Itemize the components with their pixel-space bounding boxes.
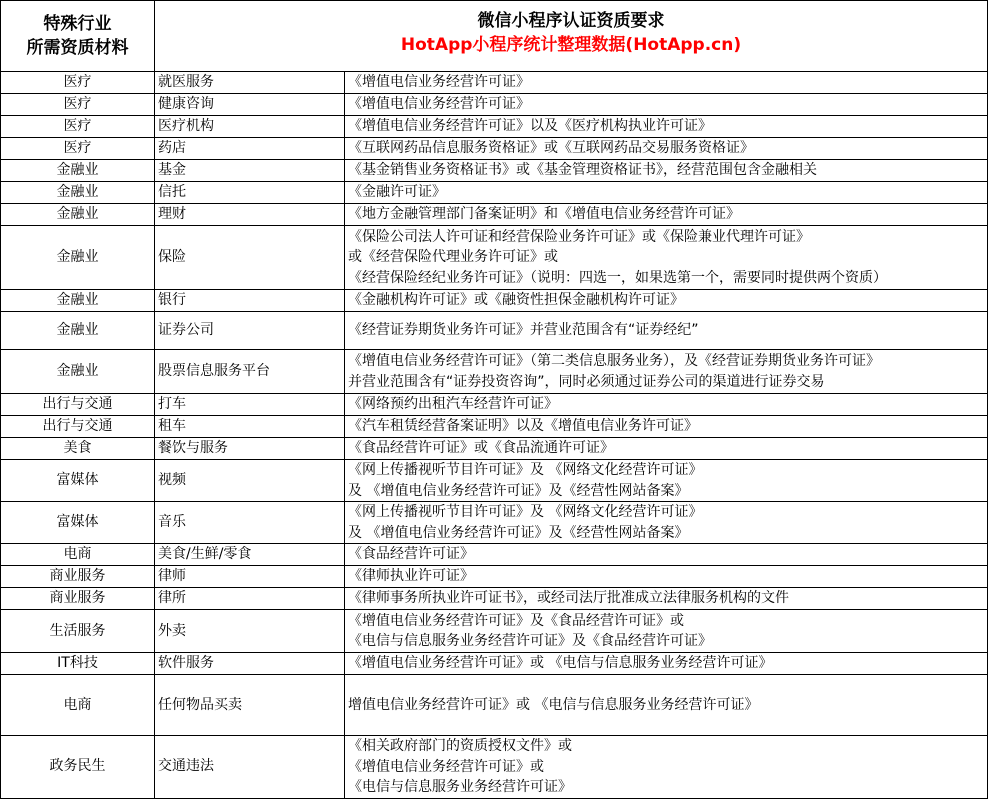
table-row xyxy=(1,160,988,182)
requirement-cell xyxy=(345,72,988,94)
industry-cell: 医疗 xyxy=(1,138,155,160)
category-cell: 健康咨询 xyxy=(155,94,345,116)
table-body xyxy=(1,1,988,799)
page-subtitle: HotApp小程序统计整理数据(HotApp.cn) xyxy=(400,35,742,55)
category-cell: 视频 xyxy=(155,460,345,502)
table-row xyxy=(1,290,988,312)
category-cell: 理财 xyxy=(155,204,345,226)
table-row xyxy=(1,502,988,544)
category-cell: 租车 xyxy=(155,416,345,438)
industry-cell: 电商 xyxy=(1,675,155,736)
table-row xyxy=(1,138,988,160)
industry-cell: 金融业 xyxy=(1,290,155,312)
header-title-cell xyxy=(155,1,988,72)
table-row xyxy=(1,566,988,588)
requirement-line: 增值电信业务经营许可证》或 《电信与信息服务业务经营许可证》 xyxy=(348,696,759,713)
requirement-cell xyxy=(345,226,988,290)
category-cell: 股票信息服务平台 xyxy=(155,350,345,394)
table-row xyxy=(1,416,988,438)
category-cell: 交通违法 xyxy=(155,736,345,799)
industry-cell: 生活服务 xyxy=(1,610,155,653)
requirement-line: 《电信与信息服务业务经营许可证》 xyxy=(348,779,572,795)
requirement-line: 及 《增值电信业务经营许可证》及《经营性网站备案》 xyxy=(348,482,689,499)
table-row xyxy=(1,653,988,675)
requirement-line: 《相关政府部门的资质授权文件》或 xyxy=(348,738,572,754)
table-row xyxy=(1,544,988,566)
category-cell: 保险 xyxy=(155,226,345,290)
table-row xyxy=(1,394,988,416)
table-row xyxy=(1,588,988,610)
requirement-line: 《律师执业许可证》 xyxy=(348,568,474,585)
table-row xyxy=(1,116,988,138)
header-row xyxy=(1,1,988,72)
requirement-line: 《网上传播视听节目许可证》及 《网络文化经营许可证》 xyxy=(348,462,703,478)
category-cell: 任何物品买卖 xyxy=(155,675,345,736)
requirement-cell xyxy=(345,116,988,138)
header-industry-cell xyxy=(1,1,155,72)
requirement-line: 《经营证券期货业务许可证》并营业范围含有“证券经纪” xyxy=(348,322,699,339)
category-cell: 就医服务 xyxy=(155,72,345,94)
requirement-cell xyxy=(345,438,988,460)
table-row xyxy=(1,610,988,653)
requirement-cell xyxy=(345,394,988,416)
requirement-line: 《增值电信业务经营许可证》或 《电信与信息服务业务经营许可证》 xyxy=(348,655,773,672)
requirement-line: 《网络预约出租汽车经营许可证》 xyxy=(348,396,558,413)
industry-cell: 富媒体 xyxy=(1,460,155,502)
table-row xyxy=(1,438,988,460)
category-cell: 餐饮与服务 xyxy=(155,438,345,460)
industry-cell: 商业服务 xyxy=(1,566,155,588)
requirement-cell xyxy=(345,460,988,502)
industry-cell: 医疗 xyxy=(1,94,155,116)
category-cell: 基金 xyxy=(155,160,345,182)
requirement-cell xyxy=(345,736,988,799)
requirement-line: 及 《增值电信业务经营许可证》及《经营性网站备案》 xyxy=(348,524,689,541)
requirement-cell xyxy=(345,138,988,160)
industry-cell: 电商 xyxy=(1,544,155,566)
requirement-line: 《网上传播视听节目许可证》及 《网络文化经营许可证》 xyxy=(348,504,703,520)
industry-cell: 医疗 xyxy=(1,72,155,94)
requirement-cell xyxy=(345,182,988,204)
requirement-cell xyxy=(345,290,988,312)
industry-cell: 医疗 xyxy=(1,116,155,138)
requirement-cell xyxy=(345,544,988,566)
requirement-line: 《经营保险经纪业务许可证》（说明：四选一，如果选第一个，需要同时提供两个资质） xyxy=(348,269,887,286)
requirement-line: 《地方金融管理部门备案证明》和《增值电信业务经营许可证》 xyxy=(348,206,740,223)
industry-cell: 富媒体 xyxy=(1,502,155,544)
industry-cell: 金融业 xyxy=(1,312,155,350)
category-cell: 药店 xyxy=(155,138,345,160)
industry-cell: 美食 xyxy=(1,438,155,460)
requirement-line: 《互联网药品信息服务资格证》或《互联网药品交易服务资格证》 xyxy=(348,140,754,157)
requirement-line: 并营业范围含有“证券投资咨询”，同时必须通过证券公司的渠道进行证券交易 xyxy=(348,373,825,390)
industry-cell: 金融业 xyxy=(1,350,155,394)
requirement-cell xyxy=(345,416,988,438)
category-cell: 打车 xyxy=(155,394,345,416)
table-row xyxy=(1,72,988,94)
table-row xyxy=(1,736,988,799)
industry-cell: 金融业 xyxy=(1,226,155,290)
table-row xyxy=(1,675,988,736)
table-row xyxy=(1,94,988,116)
category-cell: 信托 xyxy=(155,182,345,204)
requirement-line: 《律师事务所执业许可证书》，或经司法厅批准成立法律服务机构的文件 xyxy=(348,590,789,607)
industry-cell: 金融业 xyxy=(1,204,155,226)
requirement-cell xyxy=(345,204,988,226)
industry-cell: 金融业 xyxy=(1,160,155,182)
table-row xyxy=(1,182,988,204)
page-title: 微信小程序认证资质要求 xyxy=(477,11,665,31)
industry-cell: 出行与交通 xyxy=(1,416,155,438)
category-cell: 美食/生鲜/零食 xyxy=(155,544,345,566)
requirement-cell xyxy=(345,653,988,675)
requirement-line: 《增值电信业务经营许可证》 xyxy=(348,96,530,113)
industry-cell: 出行与交通 xyxy=(1,394,155,416)
requirement-line: 《食品经营许可证》或《食品流通许可证》 xyxy=(348,440,614,457)
requirement-cell xyxy=(345,160,988,182)
category-cell: 音乐 xyxy=(155,502,345,544)
header-left-line1: 特殊行业 xyxy=(43,14,112,34)
requirement-line: 《增值电信业务经营许可证》及《食品经营许可证》或 xyxy=(348,612,684,629)
requirement-line: 《电信与信息服务业务经营许可证》及《食品经营许可证》 xyxy=(348,633,712,649)
industry-cell: 政务民生 xyxy=(1,736,155,799)
requirement-line: 《增值电信业务经营许可证》或 xyxy=(348,758,544,775)
requirement-line: 《汽车租赁经营备案证明》以及《增值电信业务许可证》 xyxy=(348,418,698,435)
header-left-line2: 所需资质材料 xyxy=(26,38,129,58)
requirement-cell xyxy=(345,502,988,544)
requirement-line: 《金融许可证》 xyxy=(348,184,446,201)
table-row xyxy=(1,350,988,394)
category-cell: 软件服务 xyxy=(155,653,345,675)
requirement-cell xyxy=(345,94,988,116)
requirement-line: 《基金销售业务资格证书》或《基金管理资格证书》，经营范围包含金融相关 xyxy=(348,162,817,179)
category-cell: 律所 xyxy=(155,588,345,610)
industry-cell: 商业服务 xyxy=(1,588,155,610)
requirement-cell xyxy=(345,588,988,610)
requirement-cell xyxy=(345,675,988,736)
requirement-line: 或《经营保险代理业务许可证》或 xyxy=(348,249,558,266)
industry-cell: IT科技 xyxy=(1,653,155,675)
industry-cell: 金融业 xyxy=(1,182,155,204)
table-row xyxy=(1,460,988,502)
table-row xyxy=(1,226,988,290)
requirement-line: 《金融机构许可证》或《融资性担保金融机构许可证》 xyxy=(348,292,684,309)
requirement-line: 《保险公司法人许可证和经营保险业务许可证》或《保险兼业代理许可证》 xyxy=(348,228,810,245)
requirement-line: 《增值电信业务经营许可证》 xyxy=(348,74,530,91)
category-cell: 律师 xyxy=(155,566,345,588)
requirement-line: 《增值电信业务经营许可证》以及《医疗机构执业许可证》 xyxy=(348,118,712,135)
requirement-line: 《食品经营许可证》 xyxy=(348,546,474,563)
requirement-cell xyxy=(345,350,988,394)
requirement-cell xyxy=(345,610,988,653)
category-cell: 医疗机构 xyxy=(155,116,345,138)
requirement-line: 《增值电信业务经营许可证》（第二类信息服务业务），及《经营证券期货业务许可证》 xyxy=(348,353,880,369)
table-row xyxy=(1,312,988,350)
category-cell: 外卖 xyxy=(155,610,345,653)
category-cell: 证券公司 xyxy=(155,312,345,350)
requirement-cell xyxy=(345,312,988,350)
table-row xyxy=(1,204,988,226)
category-cell: 银行 xyxy=(155,290,345,312)
requirement-cell xyxy=(345,566,988,588)
